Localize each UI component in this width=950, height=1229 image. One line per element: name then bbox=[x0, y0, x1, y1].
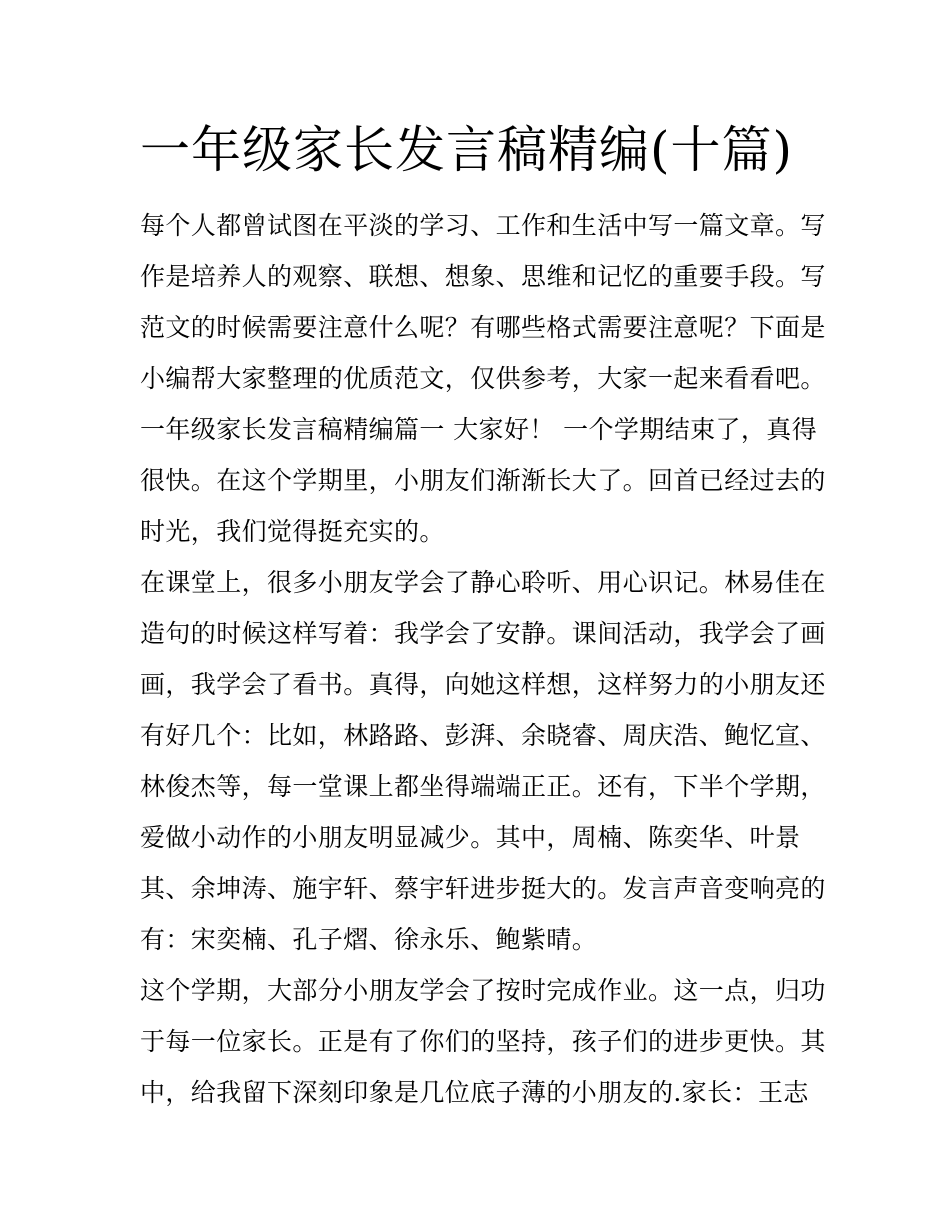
body-line-18: 中，给我留下深刻印象是几位底子薄的小朋友的.家长：王志 bbox=[140, 1078, 809, 1107]
body-line-4: 小编帮大家整理的优质范文，仅供参考，大家一起来看看吧。 bbox=[140, 364, 826, 393]
body-line-8: 在课堂上，很多小朋友学会了静心聆听、用心识记。林易佳在 bbox=[140, 568, 826, 597]
body-line-9: 造句的时候这样写着：我学会了安静。课间活动，我学会了画 bbox=[140, 619, 826, 648]
body-line-3: 范文的时候需要注意什么呢？有哪些格式需要注意呢？下面是 bbox=[140, 313, 826, 342]
body-line-17: 于每一位家长。正是有了你们的坚持，孩子们的进步更快。其 bbox=[140, 1027, 826, 1056]
body-line-12: 林俊杰等，每一堂课上都坐得端端正正。还有，下半个学期， bbox=[140, 772, 826, 801]
document-title: 一年级家长发言稿精编(十篇) bbox=[140, 121, 794, 179]
body-line-5: 一年级家长发言稿精编篇一 大家好！ 一个学期结束了，真得 bbox=[140, 415, 818, 444]
body-line-13: 爱做小动作的小朋友明显减少。其中，周楠、陈奕华、叶景 bbox=[140, 823, 801, 852]
body-line-10: 画，我学会了看书。真得，向她这样想，这样努力的小朋友还 bbox=[140, 670, 826, 699]
body-line-7: 时光，我们觉得挺充实的。 bbox=[140, 517, 445, 546]
body-line-6: 很快。在这个学期里，小朋友们渐渐长大了。回首已经过去的 bbox=[140, 466, 826, 495]
body-line-2: 作是培养人的观察、联想、想象、思维和记忆的重要手段。写 bbox=[140, 262, 826, 291]
body-line-16: 这个学期，大部分小朋友学会了按时完成作业。这一点，归功 bbox=[140, 976, 826, 1005]
body-line-14: 其、余坤涛、施宇轩、蔡宇轩进步挺大的。发言声音变响亮的 bbox=[140, 874, 826, 903]
document-body bbox=[140, 200, 826, 1118]
body-line-15: 有：宋奕楠、孔子熠、徐永乐、鲍紫晴。 bbox=[140, 925, 598, 954]
body-line-11: 有好几个：比如，林路路、彭湃、余晓睿、周庆浩、鲍忆宣、 bbox=[140, 721, 826, 750]
body-line-1: 每个人都曾试图在平淡的学习、工作和生活中写一篇文章。写 bbox=[140, 211, 826, 240]
